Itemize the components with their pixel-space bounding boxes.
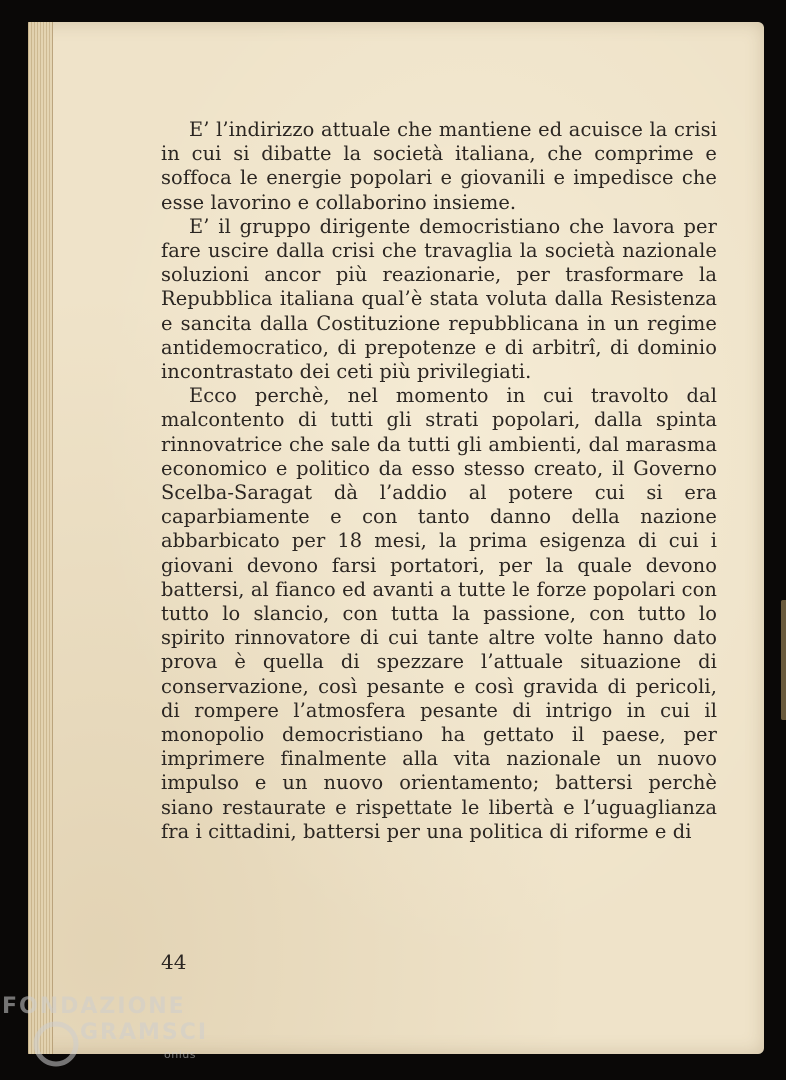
body-text bbox=[161, 118, 717, 844]
page-number: 44 bbox=[161, 950, 187, 974]
page-spine-edge bbox=[28, 22, 53, 1054]
paragraph-1: E’ l’indirizzo attuale che mantiene ed acuisce la crisi in cui si dibatte la società italiana, che comprime e soffoca le energie popolari e giovanili e impedisce che esse lavorino e collaborino insieme. bbox=[161, 118, 717, 214]
gramsci-logo-icon bbox=[32, 1020, 80, 1068]
book-page bbox=[28, 22, 764, 1054]
paragraph-3: Ecco perchè, nel momento in cui travolto dal malcontento di tutti gli strati popolari, dalla spinta rinnovatrice che sale da tutti gli ambienti, dal marasma economico e politico da esso stesso creato, il Governo Scelba-Saragat dà l’addio al potere cui si era caparbiamente e con tanto danno della nazione abbarbicato per 18 mesi, la prima esigenza di cui i giovani devono farsi portatori, per la quale devono battersi, al fianco ed avanti a tutte le forze popolari con tutto lo slancio, con tutta la passione, con tutto lo spirito rinnovatore di cui tante altre volte hanno dato prova è quella di spezzare l’attuale situazione di conservazione, così pesante e così gravida di pericoli, di rompere l’atmosfera pesante di intrigo in cui il monopolio democristiano ha gettato il paese, per imprimere finalmente alla vita nazionale un nuovo impulso e un nuovo orientamento; battersi perchè siano restaurate e rispettate le libertà e l’uguaglianza fra i cittadini, battersi per una politica di riforme e di bbox=[161, 384, 717, 843]
watermark-line-3: onlus bbox=[164, 1048, 196, 1061]
watermark-line-2: GRAMSCI bbox=[80, 1020, 209, 1045]
watermark-line-1: FONDAZIONE bbox=[2, 994, 186, 1019]
paragraph-2: E’ il gruppo dirigente democristiano che lavora per fare uscire dalla crisi che travaglia la società nazionale soluzioni ancor più reazionarie, per trasformare la Repubblica italiana qual’è stata voluta dalla Resistenza e sancita dalla Costituzione repubblicana in un regime antidemocratico, di prepotenze e di arbitrî, di dominio incontrastato dei ceti più privilegiati. bbox=[161, 214, 717, 384]
fondazione-gramsci-watermark bbox=[2, 990, 222, 1070]
page-edge-tab bbox=[781, 600, 786, 720]
